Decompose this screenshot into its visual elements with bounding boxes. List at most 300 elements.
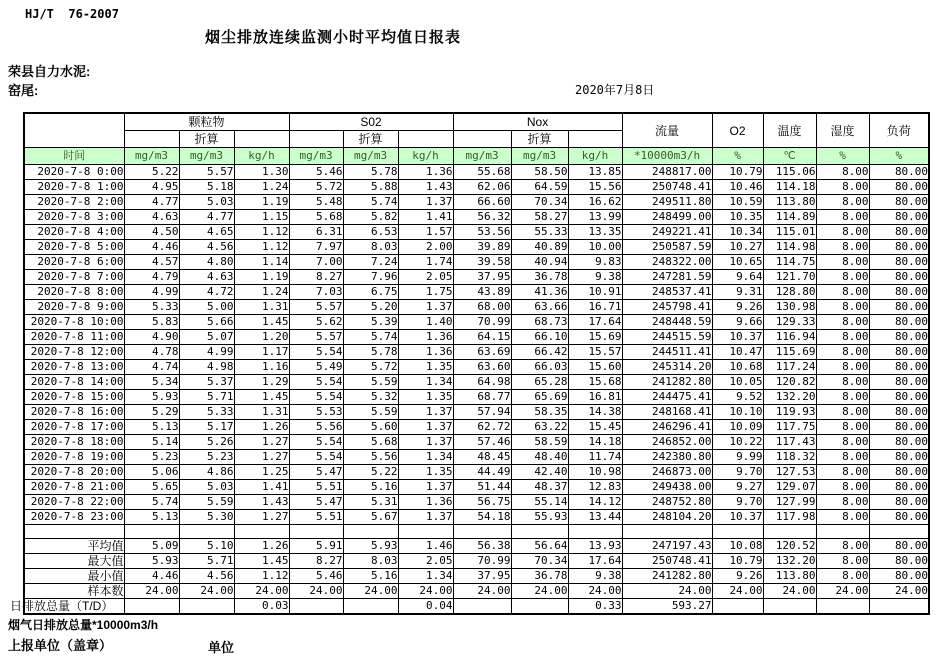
col-group-pm: 颗粒物	[124, 113, 289, 131]
value-cell: 80.00	[869, 330, 929, 345]
value-cell: 244515.59	[622, 330, 712, 345]
value-cell: 1.35	[398, 390, 453, 405]
table-row	[24, 510, 929, 525]
value-cell: 5.22	[124, 165, 179, 180]
value-cell: 114.98	[763, 240, 816, 255]
value-cell: 250748.41	[622, 180, 712, 195]
col-humidity: 湿度	[816, 113, 869, 148]
value-cell: 248322.00	[622, 255, 712, 270]
value-cell: 129.33	[763, 315, 816, 330]
so2-converted-label: 折算	[343, 131, 398, 148]
value-cell: 66.03	[511, 360, 568, 375]
value-cell: 128.80	[763, 285, 816, 300]
value-cell: 9.99	[712, 450, 763, 465]
value-cell: 9.27	[712, 480, 763, 495]
value-cell: 249221.41	[622, 225, 712, 240]
time-cell: 2020-7-8 0:00	[24, 165, 124, 180]
value-cell: 129.07	[763, 480, 816, 495]
value-cell: 10.35	[712, 210, 763, 225]
value-cell: 24.00	[179, 584, 234, 599]
value-cell: 5.09	[124, 539, 179, 554]
value-cell: 24.00	[289, 584, 343, 599]
value-cell: 1.45	[234, 390, 289, 405]
value-cell: 127.53	[763, 465, 816, 480]
value-cell: 1.19	[234, 195, 289, 210]
value-cell: 118.32	[763, 450, 816, 465]
table-row	[24, 480, 929, 495]
table-row	[24, 255, 929, 270]
value-cell: 8.00	[816, 450, 869, 465]
value-cell: 24.00	[234, 584, 289, 599]
header-row-units	[24, 148, 929, 165]
empty-cell	[622, 525, 712, 539]
value-cell: 5.57	[289, 330, 343, 345]
value-cell: 241282.80	[622, 375, 712, 390]
value-cell: 5.39	[343, 315, 398, 330]
value-cell: 80.00	[869, 510, 929, 525]
time-cell: 2020-7-8 9:00	[24, 300, 124, 315]
value-cell: 24.00	[712, 584, 763, 599]
summary-label-cell: 最小值	[24, 569, 124, 584]
standard-code: HJ/T 76-2007	[25, 7, 119, 21]
value-cell: 113.80	[763, 569, 816, 584]
empty-cell	[869, 525, 929, 539]
table-row	[24, 360, 929, 375]
time-cell: 2020-7-8 8:00	[24, 285, 124, 300]
value-cell: 15.57	[568, 345, 622, 360]
value-cell: 1.37	[398, 420, 453, 435]
header-row-groups	[24, 113, 929, 131]
value-cell: 4.98	[179, 360, 234, 375]
value-cell: 66.42	[511, 345, 568, 360]
time-cell: 2020-7-8 19:00	[24, 450, 124, 465]
value-cell: 8.03	[343, 554, 398, 569]
value-cell: 5.33	[179, 405, 234, 420]
value-cell: 5.37	[179, 375, 234, 390]
value-cell: 24.00	[453, 584, 511, 599]
value-cell: 39.58	[453, 255, 511, 270]
value-cell: 80.00	[869, 180, 929, 195]
empty-cell	[453, 525, 511, 539]
value-cell: 5.78	[343, 345, 398, 360]
value-cell: 247197.43	[622, 539, 712, 554]
value-cell: 6.53	[343, 225, 398, 240]
value-cell	[343, 599, 398, 615]
value-cell: 5.16	[343, 480, 398, 495]
value-cell: 5.91	[289, 539, 343, 554]
hourly-rows	[24, 165, 929, 525]
value-cell: 9.38	[568, 270, 622, 285]
value-cell: 1.37	[398, 300, 453, 315]
value-cell	[511, 599, 568, 615]
value-cell: 17.64	[568, 554, 622, 569]
value-cell: 58.50	[511, 165, 568, 180]
value-cell: 8.00	[816, 480, 869, 495]
value-cell: 8.00	[816, 390, 869, 405]
summary-label-cell: 样本数	[24, 584, 124, 599]
value-cell: 5.65	[124, 480, 179, 495]
value-cell: 80.00	[869, 300, 929, 315]
value-cell: 58.59	[511, 435, 568, 450]
value-cell: 6.31	[289, 225, 343, 240]
value-cell: 114.89	[763, 210, 816, 225]
value-cell: 62.06	[453, 180, 511, 195]
value-cell: 5.72	[343, 360, 398, 375]
value-cell: 80.00	[869, 255, 929, 270]
value-cell: 8.27	[289, 270, 343, 285]
table-row	[24, 495, 929, 510]
value-cell: 1.24	[234, 285, 289, 300]
time-cell: 2020-7-8 23:00	[24, 510, 124, 525]
value-cell: 4.63	[124, 210, 179, 225]
value-cell: 0.33	[568, 599, 622, 615]
value-cell: 80.00	[869, 270, 929, 285]
value-cell: 1.17	[234, 345, 289, 360]
value-cell: 80.00	[869, 195, 929, 210]
value-cell: 5.62	[289, 315, 343, 330]
value-cell: 8.27	[289, 554, 343, 569]
value-cell: 1.29	[234, 375, 289, 390]
table-row	[24, 539, 929, 554]
value-cell: 5.83	[124, 315, 179, 330]
value-cell: 4.78	[124, 345, 179, 360]
value-cell: 114.75	[763, 255, 816, 270]
value-cell: 56.75	[453, 495, 511, 510]
value-cell: 5.56	[289, 420, 343, 435]
value-cell: 120.82	[763, 375, 816, 390]
summary-label-cell: 平均值	[24, 539, 124, 554]
value-cell: 8.00	[816, 315, 869, 330]
value-cell: 5.59	[343, 375, 398, 390]
value-cell: 9.26	[712, 569, 763, 584]
value-cell: 65.69	[511, 390, 568, 405]
value-cell: 53.56	[453, 225, 511, 240]
header-cell	[124, 131, 179, 148]
value-cell: 62.72	[453, 420, 511, 435]
value-cell: 9.38	[568, 569, 622, 584]
value-cell	[712, 599, 763, 615]
value-cell: 80.00	[869, 225, 929, 240]
value-cell: 80.00	[869, 435, 929, 450]
value-cell: 9.31	[712, 285, 763, 300]
value-cell: 5.22	[343, 465, 398, 480]
value-cell: 1.34	[398, 450, 453, 465]
table-row	[24, 375, 929, 390]
value-cell: 4.99	[124, 285, 179, 300]
value-cell: 42.40	[511, 465, 568, 480]
value-cell: 246852.00	[622, 435, 712, 450]
value-cell: 5.03	[179, 195, 234, 210]
value-cell: 10.22	[712, 435, 763, 450]
value-cell: 44.49	[453, 465, 511, 480]
value-cell: 5.71	[179, 390, 234, 405]
value-cell: 1.26	[234, 539, 289, 554]
table-row	[24, 599, 929, 615]
report-date: 2020年7月8日	[575, 83, 655, 97]
value-cell: 5.26	[179, 435, 234, 450]
value-cell: 248499.00	[622, 210, 712, 225]
value-cell: 1.43	[234, 495, 289, 510]
value-cell: 8.00	[816, 180, 869, 195]
value-cell: 5.56	[343, 450, 398, 465]
value-cell: 15.68	[568, 375, 622, 390]
unit-cell: mg/m3	[124, 148, 179, 165]
value-cell: 8.00	[816, 270, 869, 285]
value-cell: 1.41	[234, 480, 289, 495]
value-cell: 4.90	[124, 330, 179, 345]
empty-cell	[234, 525, 289, 539]
empty-cell	[124, 525, 179, 539]
table-row	[24, 210, 929, 225]
time-cell: 2020-7-8 16:00	[24, 405, 124, 420]
value-cell: 9.70	[712, 495, 763, 510]
value-cell: 8.00	[816, 435, 869, 450]
value-cell: 5.34	[124, 375, 179, 390]
value-cell: 1.37	[398, 195, 453, 210]
value-cell: 13.35	[568, 225, 622, 240]
value-cell: 5.10	[179, 539, 234, 554]
station-name: 窑尾:	[8, 83, 39, 98]
value-cell: 10.91	[568, 285, 622, 300]
value-cell: 5.49	[289, 360, 343, 375]
table-row	[24, 584, 929, 599]
value-cell: 5.03	[179, 480, 234, 495]
report-title: 烟尘排放连续监测小时平均值日报表	[205, 29, 462, 46]
value-cell: 132.20	[763, 554, 816, 569]
value-cell: 13.99	[568, 210, 622, 225]
value-cell: 4.50	[124, 225, 179, 240]
header-cell	[398, 131, 453, 148]
value-cell: 1.46	[398, 539, 453, 554]
value-cell: 1.37	[398, 480, 453, 495]
empty-cell	[289, 525, 343, 539]
empty-cell	[712, 525, 763, 539]
value-cell: 8.00	[816, 405, 869, 420]
value-cell: 5.68	[343, 435, 398, 450]
value-cell: 80.00	[869, 315, 929, 330]
value-cell: 4.77	[179, 210, 234, 225]
value-cell: 5.32	[343, 390, 398, 405]
time-cell: 2020-7-8 15:00	[24, 390, 124, 405]
value-cell: 8.00	[816, 285, 869, 300]
time-cell: 2020-7-8 4:00	[24, 225, 124, 240]
value-cell: 65.28	[511, 375, 568, 390]
table-row	[24, 345, 929, 360]
value-cell: 5.67	[343, 510, 398, 525]
value-cell: 8.00	[816, 330, 869, 345]
value-cell: 5.30	[179, 510, 234, 525]
value-cell: 8.00	[816, 165, 869, 180]
value-cell: 24.00	[124, 584, 179, 599]
value-cell	[179, 599, 234, 615]
time-header: 时间	[24, 148, 124, 165]
time-cell: 2020-7-8 3:00	[24, 210, 124, 225]
value-cell: 1.20	[234, 330, 289, 345]
value-cell: 242380.80	[622, 450, 712, 465]
value-cell: 4.77	[124, 195, 179, 210]
value-cell: 80.00	[869, 554, 929, 569]
value-cell: 5.93	[343, 539, 398, 554]
flow-total-note: 烟气日排放总量*10000m3/h	[8, 618, 159, 632]
value-cell: 8.00	[816, 510, 869, 525]
value-cell: 24.00	[763, 584, 816, 599]
unit-cell: mg/m3	[179, 148, 234, 165]
unit-cell: *10000m3/h	[622, 148, 712, 165]
value-cell: 5.47	[289, 465, 343, 480]
empty-cell	[511, 525, 568, 539]
time-cell: 2020-7-8 5:00	[24, 240, 124, 255]
table-row	[24, 165, 929, 180]
empty-cell	[763, 525, 816, 539]
value-cell: 5.71	[179, 554, 234, 569]
value-cell: 10.10	[712, 405, 763, 420]
value-cell: 5.20	[343, 300, 398, 315]
unit-cell: kg/h	[398, 148, 453, 165]
value-cell: 1.15	[234, 210, 289, 225]
value-cell: 16.81	[568, 390, 622, 405]
value-cell: 12.83	[568, 480, 622, 495]
unit-cell: kg/h	[234, 148, 289, 165]
value-cell: 8.00	[816, 495, 869, 510]
unit-cell: %	[816, 148, 869, 165]
unit-cell: mg/m3	[511, 148, 568, 165]
value-cell: 246296.41	[622, 420, 712, 435]
value-cell: 1.37	[398, 435, 453, 450]
table-row	[24, 405, 929, 420]
value-cell	[869, 599, 929, 615]
time-cell: 2020-7-8 6:00	[24, 255, 124, 270]
table-row	[24, 240, 929, 255]
value-cell: 5.33	[124, 300, 179, 315]
time-corner-cell	[24, 113, 124, 148]
value-cell: 5.93	[124, 390, 179, 405]
value-cell: 13.44	[568, 510, 622, 525]
value-cell: 1.57	[398, 225, 453, 240]
value-cell: 8.00	[816, 539, 869, 554]
value-cell: 8.03	[343, 240, 398, 255]
value-cell: 5.54	[289, 435, 343, 450]
value-cell: 64.59	[511, 180, 568, 195]
empty-cell	[343, 525, 398, 539]
value-cell: 5.78	[343, 165, 398, 180]
value-cell: 8.00	[816, 375, 869, 390]
value-cell: 1.36	[398, 165, 453, 180]
value-cell: 10.65	[712, 255, 763, 270]
value-cell: 1.27	[234, 510, 289, 525]
value-cell: 10.46	[712, 180, 763, 195]
value-cell: 55.68	[453, 165, 511, 180]
value-cell: 57.46	[453, 435, 511, 450]
value-cell: 5.57	[179, 165, 234, 180]
unit-cell: mg/m3	[289, 148, 343, 165]
value-cell: 5.68	[289, 210, 343, 225]
value-cell: 10.05	[712, 375, 763, 390]
value-cell: 13.93	[568, 539, 622, 554]
value-cell	[124, 599, 179, 615]
value-cell: 1.41	[398, 210, 453, 225]
value-cell: 1.34	[398, 569, 453, 584]
value-cell: 248104.20	[622, 510, 712, 525]
time-cell: 2020-7-8 11:00	[24, 330, 124, 345]
value-cell: 10.79	[712, 554, 763, 569]
value-cell: 4.99	[179, 345, 234, 360]
value-cell: 8.00	[816, 360, 869, 375]
value-cell: 114.18	[763, 180, 816, 195]
value-cell: 4.46	[124, 240, 179, 255]
value-cell: 63.22	[511, 420, 568, 435]
value-cell: 1.35	[398, 360, 453, 375]
value-cell: 1.16	[234, 360, 289, 375]
value-cell: 16.71	[568, 300, 622, 315]
time-cell: 2020-7-8 18:00	[24, 435, 124, 450]
value-cell: 68.00	[453, 300, 511, 315]
value-cell: 132.20	[763, 390, 816, 405]
value-cell: 7.97	[289, 240, 343, 255]
table-row	[24, 390, 929, 405]
unit-cell: %	[869, 148, 929, 165]
summary-label-cell: 最大值	[24, 554, 124, 569]
value-cell: 58.27	[511, 210, 568, 225]
value-cell: 248448.59	[622, 315, 712, 330]
value-cell: 8.00	[816, 554, 869, 569]
time-cell: 2020-7-8 14:00	[24, 375, 124, 390]
value-cell: 113.80	[763, 195, 816, 210]
time-cell: 2020-7-8 20:00	[24, 465, 124, 480]
value-cell: 5.14	[124, 435, 179, 450]
value-cell: 115.69	[763, 345, 816, 360]
value-cell: 80.00	[869, 420, 929, 435]
value-cell: 245314.20	[622, 360, 712, 375]
value-cell: 14.12	[568, 495, 622, 510]
value-cell: 24.00	[816, 584, 869, 599]
value-cell: 5.23	[179, 450, 234, 465]
value-cell: 63.60	[453, 360, 511, 375]
value-cell: 4.56	[179, 240, 234, 255]
table-row	[24, 315, 929, 330]
value-cell	[816, 599, 869, 615]
value-cell: 4.63	[179, 270, 234, 285]
value-cell: 7.00	[289, 255, 343, 270]
value-cell: 8.00	[816, 420, 869, 435]
value-cell: 1.12	[234, 225, 289, 240]
value-cell: 2.00	[398, 240, 453, 255]
value-cell: 36.78	[511, 569, 568, 584]
value-cell: 10.34	[712, 225, 763, 240]
value-cell: 5.54	[289, 390, 343, 405]
value-cell: 0.03	[234, 599, 289, 615]
value-cell: 1.31	[234, 300, 289, 315]
value-cell: 593.27	[622, 599, 712, 615]
value-cell: 5.47	[289, 495, 343, 510]
value-cell: 5.48	[289, 195, 343, 210]
value-cell: 1.12	[234, 569, 289, 584]
table-row	[24, 285, 929, 300]
value-cell: 64.15	[453, 330, 511, 345]
value-cell: 14.18	[568, 435, 622, 450]
unit-label: 单位	[208, 640, 235, 655]
value-cell: 2.05	[398, 270, 453, 285]
value-cell: 5.59	[343, 405, 398, 420]
value-cell: 5.93	[124, 554, 179, 569]
time-cell: 2020-7-8 2:00	[24, 195, 124, 210]
value-cell: 80.00	[869, 405, 929, 420]
value-cell: 56.32	[453, 210, 511, 225]
empty-cell	[179, 525, 234, 539]
value-cell: 1.45	[234, 315, 289, 330]
value-cell: 8.00	[816, 569, 869, 584]
value-cell: 55.33	[511, 225, 568, 240]
value-cell: 5.53	[289, 405, 343, 420]
